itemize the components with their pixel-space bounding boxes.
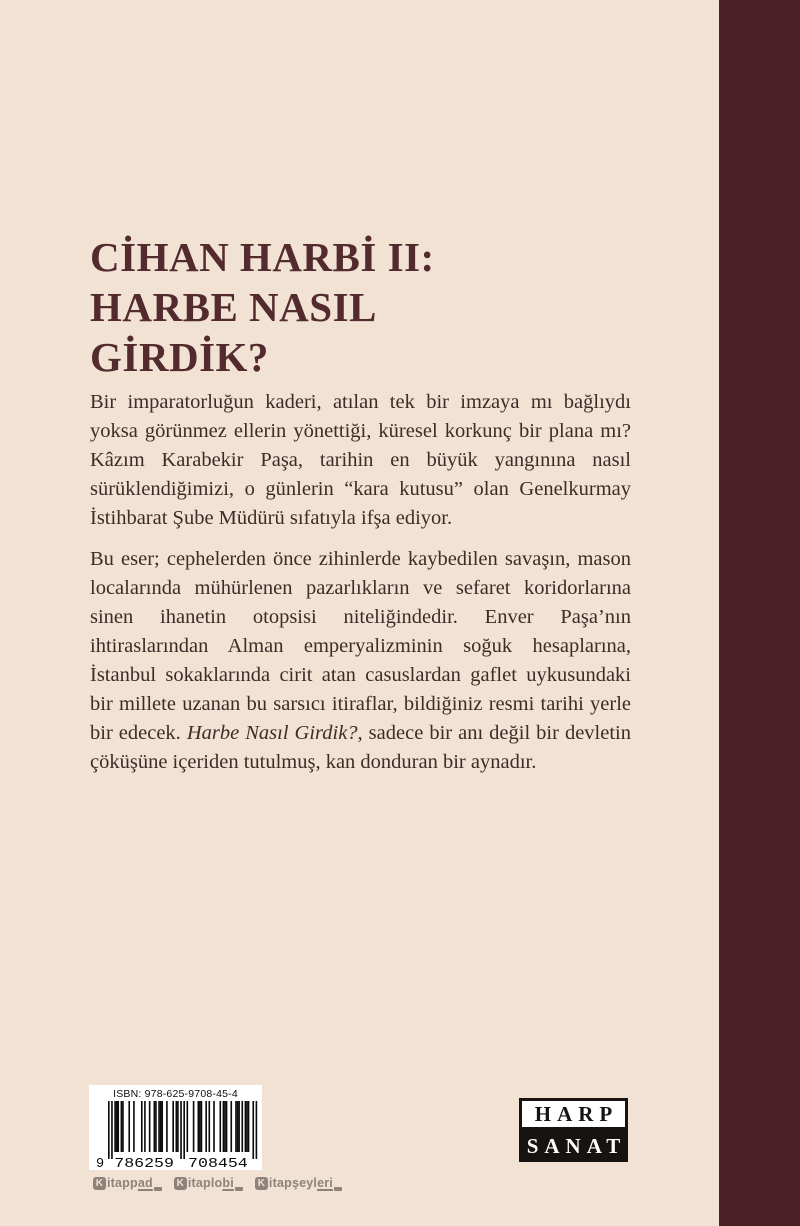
kitapseyleri-k-icon: K — [255, 1177, 268, 1190]
svg-text:9: 9 — [95, 1157, 105, 1170]
store-logo-kitaplobi — [174, 1176, 243, 1190]
kitappad-badge-tab — [154, 1187, 162, 1191]
blurb-paragraph-2 — [90, 545, 631, 777]
kitaplobi-text: itaplo — [187, 1176, 223, 1190]
kitaplobi-k-icon: K — [174, 1177, 187, 1190]
blurb-2-text-a: Bu eser; cephelerden önce zihinlerde kaybedilen savaşın, mason localarında mühürlenen pazarlıkların ve sefaret koridorlarına sinen ihanetin otopsisi niteliğindedir. Enver Paşa’nın ihtiraslarından Alman emperyalizminin soğuk hesaplarına, İstanbul sokaklarında cirit atan casuslardan gaflet uykusundaki bir millete uzanan bu sarsıcı itiraflar, bildiğiniz resmi tarihi yerle bir edecek. — [90, 548, 631, 744]
isbn-label: ISBN: 978-625-9708-45-4 — [113, 1088, 238, 1100]
spine-band — [719, 0, 800, 1226]
store-logos-row — [93, 1176, 342, 1190]
kitappad-k-icon: K — [93, 1177, 106, 1190]
kitapseyleri-badge-tab — [334, 1187, 342, 1191]
title-line-2: HARBE NASIL — [90, 284, 377, 330]
svg-text:708454: 708454 — [188, 1157, 248, 1170]
ean13-barcode — [89, 1085, 262, 1170]
kitapseyleri-text-underlined: eri — [317, 1176, 333, 1190]
blurb-2-text-b: , sadece bir anı değil bir devletin çöküşüne içeriden tutulmuş, kan donduran bir aynadır. — [90, 722, 631, 773]
book-title — [90, 232, 650, 382]
kitaplobi-text-underlined: bi — [222, 1176, 234, 1190]
book-title-reference: Harbe Nasıl Girdik? — [186, 722, 358, 744]
barcode-panel — [89, 1085, 262, 1170]
kitappad-text-underlined: ad — [137, 1176, 153, 1190]
publisher-logo-line1: HARP — [522, 1101, 625, 1133]
kitapseyleri-text: itapşeyl — [268, 1176, 318, 1190]
publisher-logo-harpsanat — [519, 1098, 628, 1162]
kitaplobi-badge-tab — [235, 1187, 243, 1191]
blurb-paragraph-1: Bir imparatorluğun kaderi, atılan tek bir imzaya mı bağlıydı yoksa görünmez ellerin yönettiği, küresel korkunç bir plana mı? Kâzım Karabekir Paşa, tarihin en büyük yangınına nasıl sürüklendiğimizi, o günlerin “kara kutusu” olan Genelkurmay İstihbarat Şube Müdürü sıfatıyla ifşa ediyor. — [90, 391, 631, 529]
svg-text:786259: 786259 — [114, 1157, 174, 1170]
kitappad-text: itapp — [107, 1176, 138, 1190]
publisher-logo-line2: SANAT — [522, 1133, 625, 1159]
title-line-1: CİHAN HARBİ II: — [90, 234, 435, 280]
store-logo-kitapseyleri — [255, 1176, 342, 1190]
store-logo-kitappad — [93, 1176, 162, 1190]
title-line-3: GİRDİK? — [90, 334, 269, 380]
